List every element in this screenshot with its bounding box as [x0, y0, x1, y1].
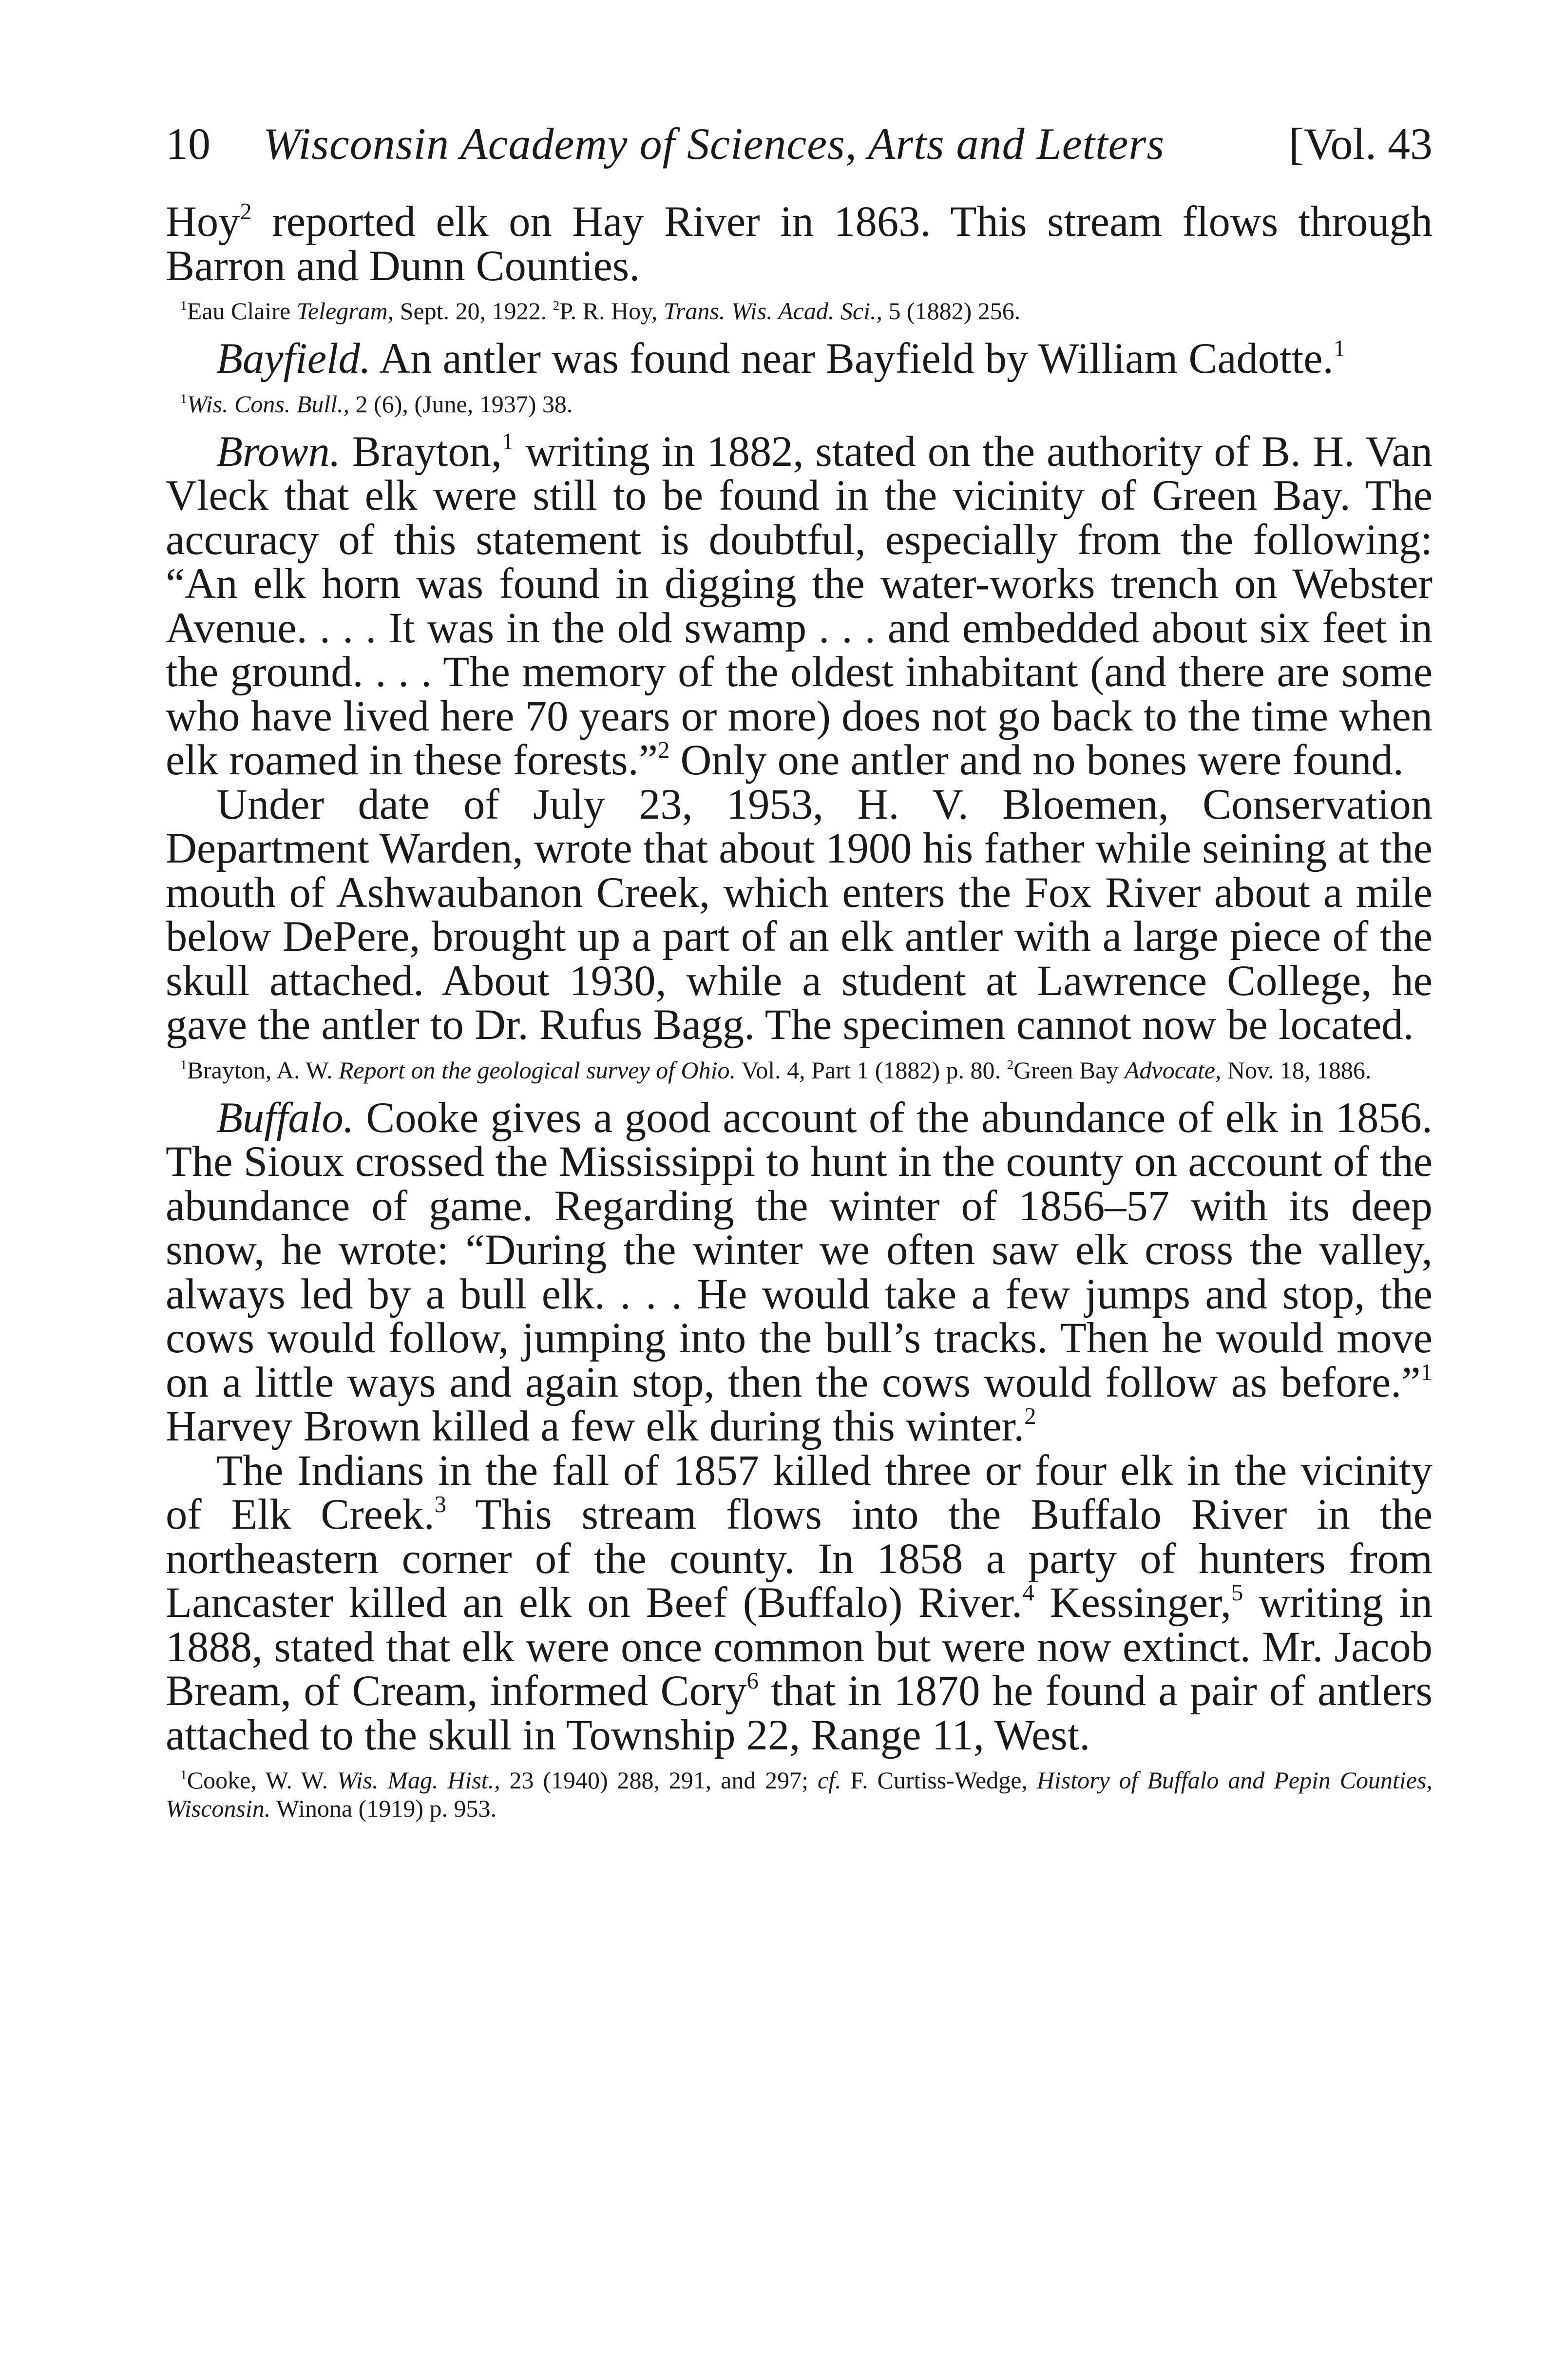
- paragraph-bayfield: Bayfield. An antler was found near Bayfield by William Cadotte.$^1$: [216, 335, 1346, 383]
- footnote-block: $^1$Cooke, W. W. Wis. Mag. Hist., 23 (1940) 288, 291, and 297; cf. F. Curtiss-Wedge, History of Buffalo and Pepin Counties, Wisconsin. Winona (1919) p. 953.: [166, 1766, 1432, 1822]
- footnote-block: $^1$Wis. Cons. Bull., 2 (6), (June, 1937) 38.: [180, 390, 573, 418]
- volume-label: [Vol. 43: [1289, 119, 1432, 169]
- journal-title: Wisconsin Academy of Sciences, Arts and Letters: [263, 119, 1165, 169]
- paragraph-indians: The Indians in the fall of 1857 killed three or four elk in the vicinity of Elk Creek.$^3$ This stream flows into the Buffalo River in the northeastern corner of the county. In 1858 a party of hunters from Lancaster killed an elk on Beef (Buffalo) River.$^4$ Kessinger,$^5$ writing in 1888, stated that elk were once common but were now extinct. Mr. Jacob Bream, of Cream, informed Cory$^6$ that in 1870 he found a pair of antlers attached to the skull in Township 22, Range 11, West.: [166, 1446, 1432, 1759]
- county-heading: Brown.: [216, 427, 341, 476]
- footnote-block: $^1$Eau Claire Telegram, Sept. 20, 1922. $^2$P. R. Hoy, Trans. Wis. Acad. Sci., 5 (1882) 256.: [180, 297, 1021, 325]
- county-heading: Buffalo.: [216, 1094, 354, 1142]
- paragraph-bloemen: Under date of July 23, 1953, H. V. Bloemen, Conservation Department Warden, wrote that about 1900 his father while seining at the mouth of Ashwaubanon Creek, which enters the Fox River about a mile below DePere, brought up a part of an elk antler with a large piece of the skull attached. About 1930, while a student at Lawrence College, he gave the antler to Dr. Rufus Bagg. The specimen cannot now be located.: [166, 780, 1432, 1049]
- footnote-ref: 2: [240, 198, 252, 225]
- paragraph-brown: Brown. Brayton,$^1$ writing in 1882, stated on the authority of B. H. Van Vleck that elk were still to be found in the vicinity of Green Bay. The accuracy of this statement is doubtful, especially from the following: “An elk horn was found in digging the water-works trench on Webster Avenue. . . . It was in the old swamp . . . and embedded about six feet in the ground. . . . The memory of the oldest inhabitant (and there are some who have lived here 70 years or more) does not go back to the time when elk roamed in these forests.”$^2$ Only one antler and no bones were found.: [166, 427, 1433, 784]
- body-text: [166, 200, 1432, 1823]
- paragraph-hoy: Hoy$^2$ reported elk on Hay River in 1863. This stream flows through Barron and Dunn Counties.: [166, 198, 1432, 290]
- page-number: 10: [166, 119, 210, 169]
- footnote-block: $^1$Brayton, A. W. Report on the geological survey of Ohio. Vol. 4, Part 1 (1882) p. 80. $^2$Green Bay Advocate, Nov. 18, 1886.: [180, 1056, 1372, 1084]
- county-heading: Bayfield.: [216, 335, 371, 383]
- paragraph-buffalo: Buffalo. Cooke gives a good account of the abundance of elk in 1856. The Sioux crossed the Mississippi to hunt in the county on account of the abundance of game. Regarding the winter of 1856–57 with its deep snow, he wrote: “During the winter we often saw elk cross the valley, always led by a bull elk. . . . He would take a few jumps and stop, the cows would follow, jumping into the bull’s tracks. Then he would move on a little ways and again stop, then the cows would follow as before.”$^1$ Harvey Brown killed a few elk during this winter.$^2$: [166, 1094, 1432, 1450]
